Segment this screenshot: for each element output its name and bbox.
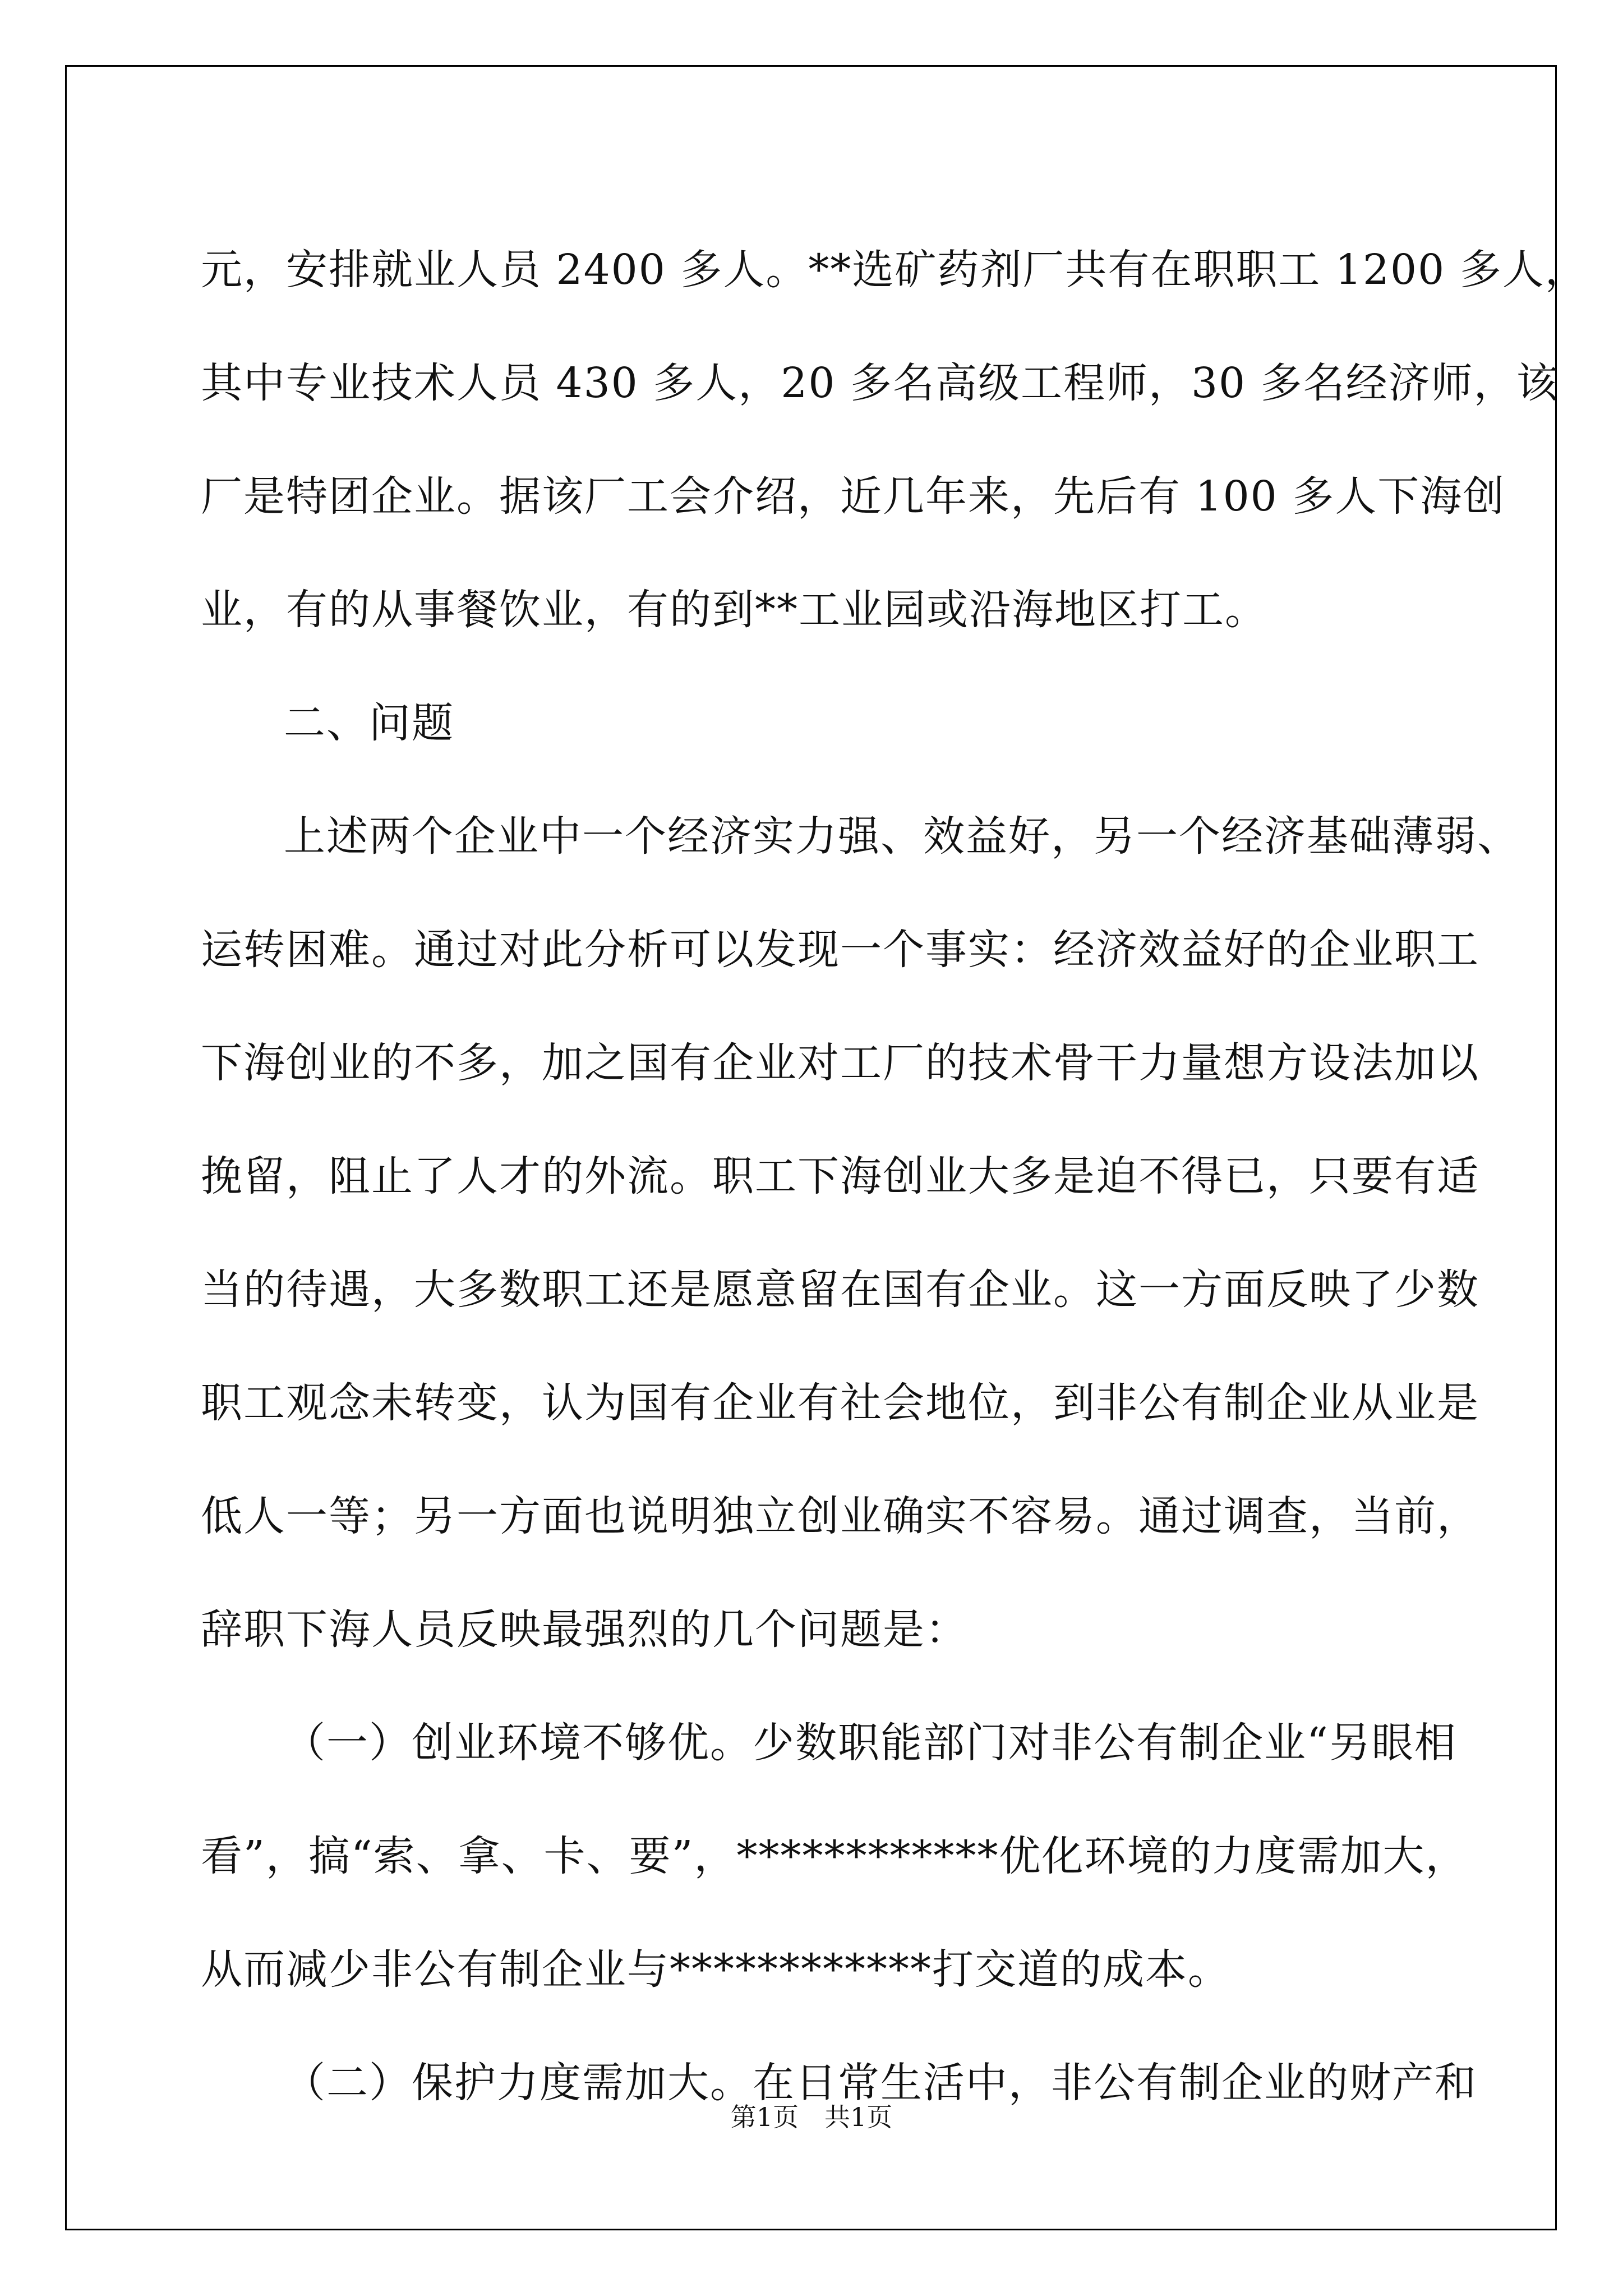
text-line: 从而减少非公有制企业与************打交道的成本。 xyxy=(201,1945,1230,1994)
text-line: 其中专业技术人员 430 多人，20 多名高级工程师，30 多名经济师，该 xyxy=(201,359,1559,407)
page-footer: 第1页 共1页 xyxy=(730,2102,893,2132)
text-line: 辞职下海人员反映最强烈的几个问题是： xyxy=(201,1605,968,1654)
paragraph-environment xyxy=(201,1686,1468,2026)
text-line: （一）创业环境不够优。少数职能部门对非公有制企业“另眼相 xyxy=(284,1719,1457,1767)
text-line: 职工观念未转变，认为国有企业有社会地位，到非公有制企业从业是 xyxy=(201,1379,1479,1427)
text-line: 低人一等；另一方面也说明独立创业确实不容易。通过调查，当前， xyxy=(201,1492,1479,1540)
text-line: 当的待遇，大多数职工还是愿意留在国有企业。这一方面反映了少数 xyxy=(201,1266,1479,1314)
text-line: 挽留，阻止了人才的外流。职工下海创业大多是迫不得已，只要有适 xyxy=(201,1152,1479,1200)
text-line: 元，安排就业人员 2400 多人。**选矿药剂厂共有在职职工 1200 多人， xyxy=(201,246,1588,294)
text-line: 上述两个企业中一个经济实力强、效益好，另一个经济基础薄弱、 xyxy=(284,812,1520,861)
text-line: 厂是特团企业。据该厂工会介绍，近几年来，先后有 100 多人下海创 xyxy=(201,472,1506,521)
text-line: 下海创业的不多，加之国有企业对工厂的技术骨干力量想方设法加以 xyxy=(201,1039,1479,1087)
section-heading-problems xyxy=(201,666,1435,780)
text-line: 业，有的从事餐饮业，有的到**工业园或沿海地区打工。 xyxy=(201,586,1267,634)
document-body xyxy=(201,213,1588,2139)
section-heading: 二、问题 xyxy=(284,699,454,747)
text-line: （二）保护力度需加大。在日常生活中，非公有制企业的财产和 xyxy=(284,2059,1477,2107)
paragraph-intro-continuation xyxy=(201,213,1588,666)
text-line: 看”，搞“索、拿、卡、要”，************优化环境的力度需加大， xyxy=(201,1832,1468,1880)
paragraph-analysis xyxy=(201,780,1520,1686)
text-line: 运转困难。通过对此分析可以发现一个事实：经济效益好的企业职工 xyxy=(201,926,1479,974)
